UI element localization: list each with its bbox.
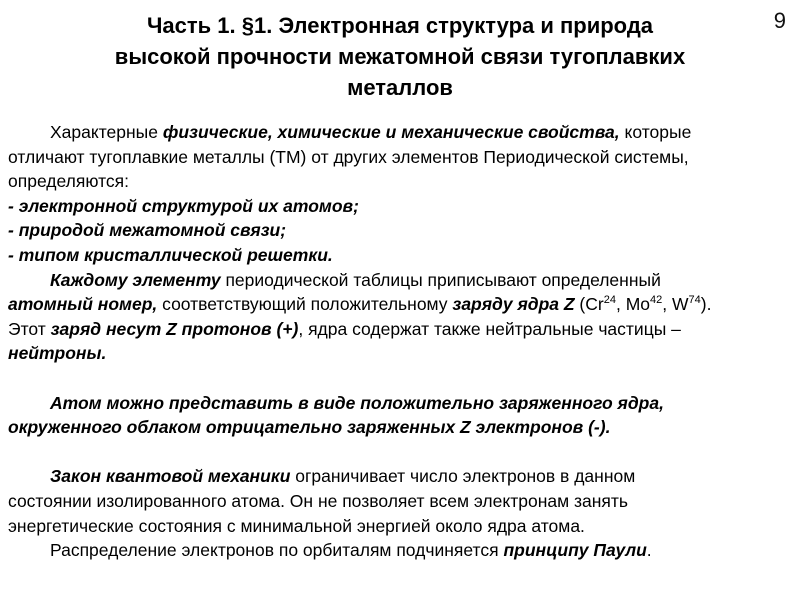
- text-run: периодической таблицы приписывают определенный: [220, 269, 661, 290]
- superscript-mo: 42: [650, 294, 663, 307]
- paragraph-4-line-2: состоянии изолированного атома. Он не позволяет всем электронам занять: [8, 490, 629, 511]
- title-line-3: металлов: [347, 75, 453, 100]
- paragraph-1-line-1: [8, 120, 798, 145]
- paragraph-4-line-4: [8, 538, 798, 563]
- emphasis-protons: заряд несут Z протонов (+): [50, 318, 299, 339]
- paragraph-2-line-4: нейтроны.: [8, 343, 107, 364]
- bullet-electronic-structure: - электронной структурой их атомов;: [8, 195, 359, 216]
- spacer: [8, 440, 798, 465]
- text-run: Этот: [8, 318, 51, 339]
- text-run: .: [646, 540, 652, 561]
- paragraph-2-line-1: [8, 268, 798, 293]
- bullet-bond-nature: - природой межатомной связи;: [8, 220, 287, 241]
- text-run: , Mo: [615, 294, 651, 315]
- superscript-cr: 24: [603, 294, 616, 307]
- text-run: ограничивает число электронов в данном: [290, 466, 636, 487]
- emphasis-each-element: Каждому элементу: [50, 269, 221, 290]
- text-run: (Cr: [574, 294, 604, 315]
- paragraph-3-line-1: Атом можно представить в виде положительно заряженного ядра,: [50, 392, 664, 413]
- paragraph-2-line-2: [8, 292, 798, 317]
- title-line-1: Часть 1. §1. Электронная структура и природа: [146, 13, 654, 38]
- paragraph-2-line-3: [8, 317, 798, 342]
- emphasis-nuclear-charge: заряду ядра Z: [452, 294, 575, 315]
- paragraph-3-line-2: окруженного облаком отрицательно заряженных Z электронов (-).: [8, 417, 611, 438]
- emphasis-atomic-number: атомный номер,: [8, 294, 158, 315]
- text-run: соответствующий положительному: [157, 294, 453, 315]
- emphasis-pauli-principle: принципу Паули: [503, 540, 647, 561]
- text-run: , W: [662, 294, 689, 315]
- title-line-2: высокой прочности межатомной связи тугоплавких: [114, 44, 686, 69]
- page-number: 9: [773, 8, 786, 33]
- paragraph-4-line-1: [8, 464, 798, 489]
- superscript-w: 74: [688, 294, 701, 307]
- spacer: [8, 366, 798, 391]
- text-run: Характерные: [50, 122, 163, 142]
- text-run: которые: [619, 122, 692, 142]
- text-run: , ядра содержат также нейтральные частицы –: [298, 318, 681, 339]
- bullet-crystal-lattice: - типом кристаллической решетки.: [8, 244, 333, 265]
- paragraph-1-line-3: определяются:: [8, 171, 129, 192]
- text-run: Распределение электронов по орбиталям подчиняется: [50, 540, 504, 561]
- slide-body: [8, 120, 798, 563]
- emphasis-properties: физические, химические и механические свойства,: [162, 122, 620, 142]
- slide-title: [40, 10, 760, 103]
- paragraph-1-line-2: отличают тугоплавкие металлы (ТМ) от других элементов Периодической системы,: [8, 146, 689, 167]
- emphasis-quantum-law: Закон квантовой механики: [50, 466, 291, 487]
- paragraph-4-line-3: энергетические состояния с минимальной энергией около ядра атома.: [8, 515, 585, 536]
- text-run: ).: [700, 294, 712, 315]
